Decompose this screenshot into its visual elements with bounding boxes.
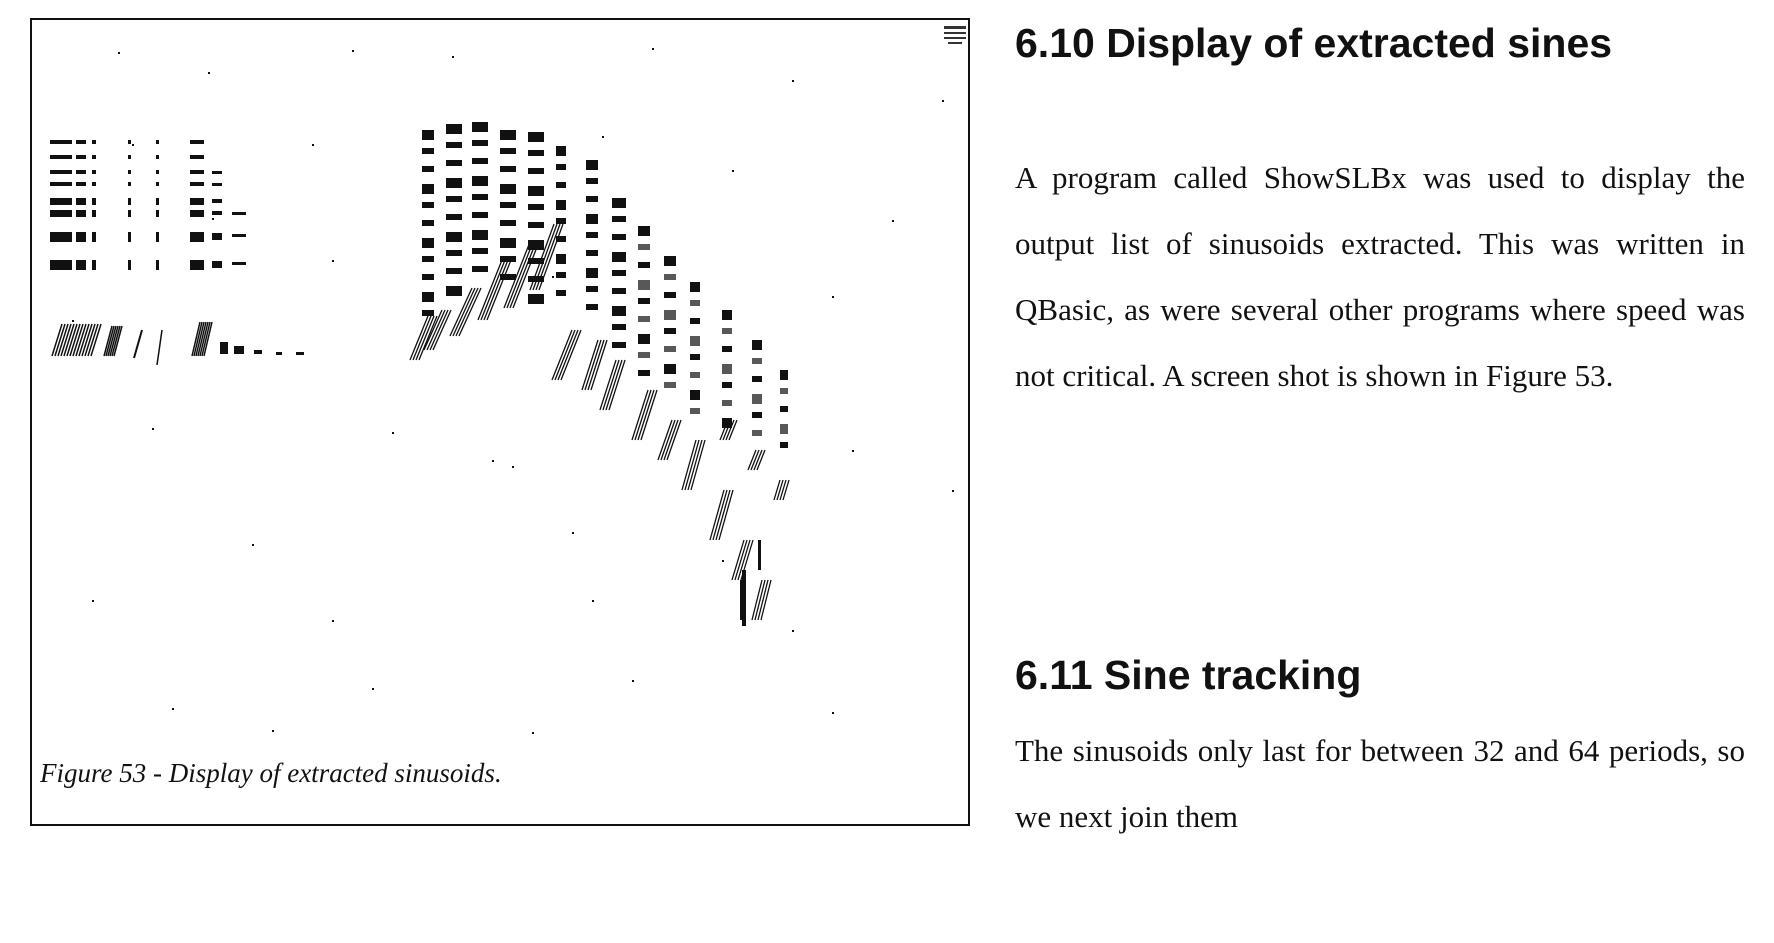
section-paragraph-6-10: A program called ShowSLBx was used to display the output list of sinusoids extracted. This was written in QBasic, as were several other programs where speed was not critical. A screen shot is shown in Figure 53. — [1015, 160, 1745, 393]
window-menu-icon — [944, 26, 966, 44]
section-paragraph-6-11: The sinusoids only last for between 32 and 64 periods, so we next join them — [1015, 733, 1745, 834]
section-heading-6-10: 6.10 Display of extracted sines — [1015, 20, 1613, 66]
figure-caption: Figure 53 - Display of extracted sinusoids. — [40, 758, 502, 788]
sinusoid-marks — [50, 48, 954, 734]
figure-53-frame — [30, 18, 970, 826]
section-heading-6-11: 6.11 Sine tracking — [1015, 652, 1362, 698]
sinusoid-display-image — [32, 20, 968, 824]
